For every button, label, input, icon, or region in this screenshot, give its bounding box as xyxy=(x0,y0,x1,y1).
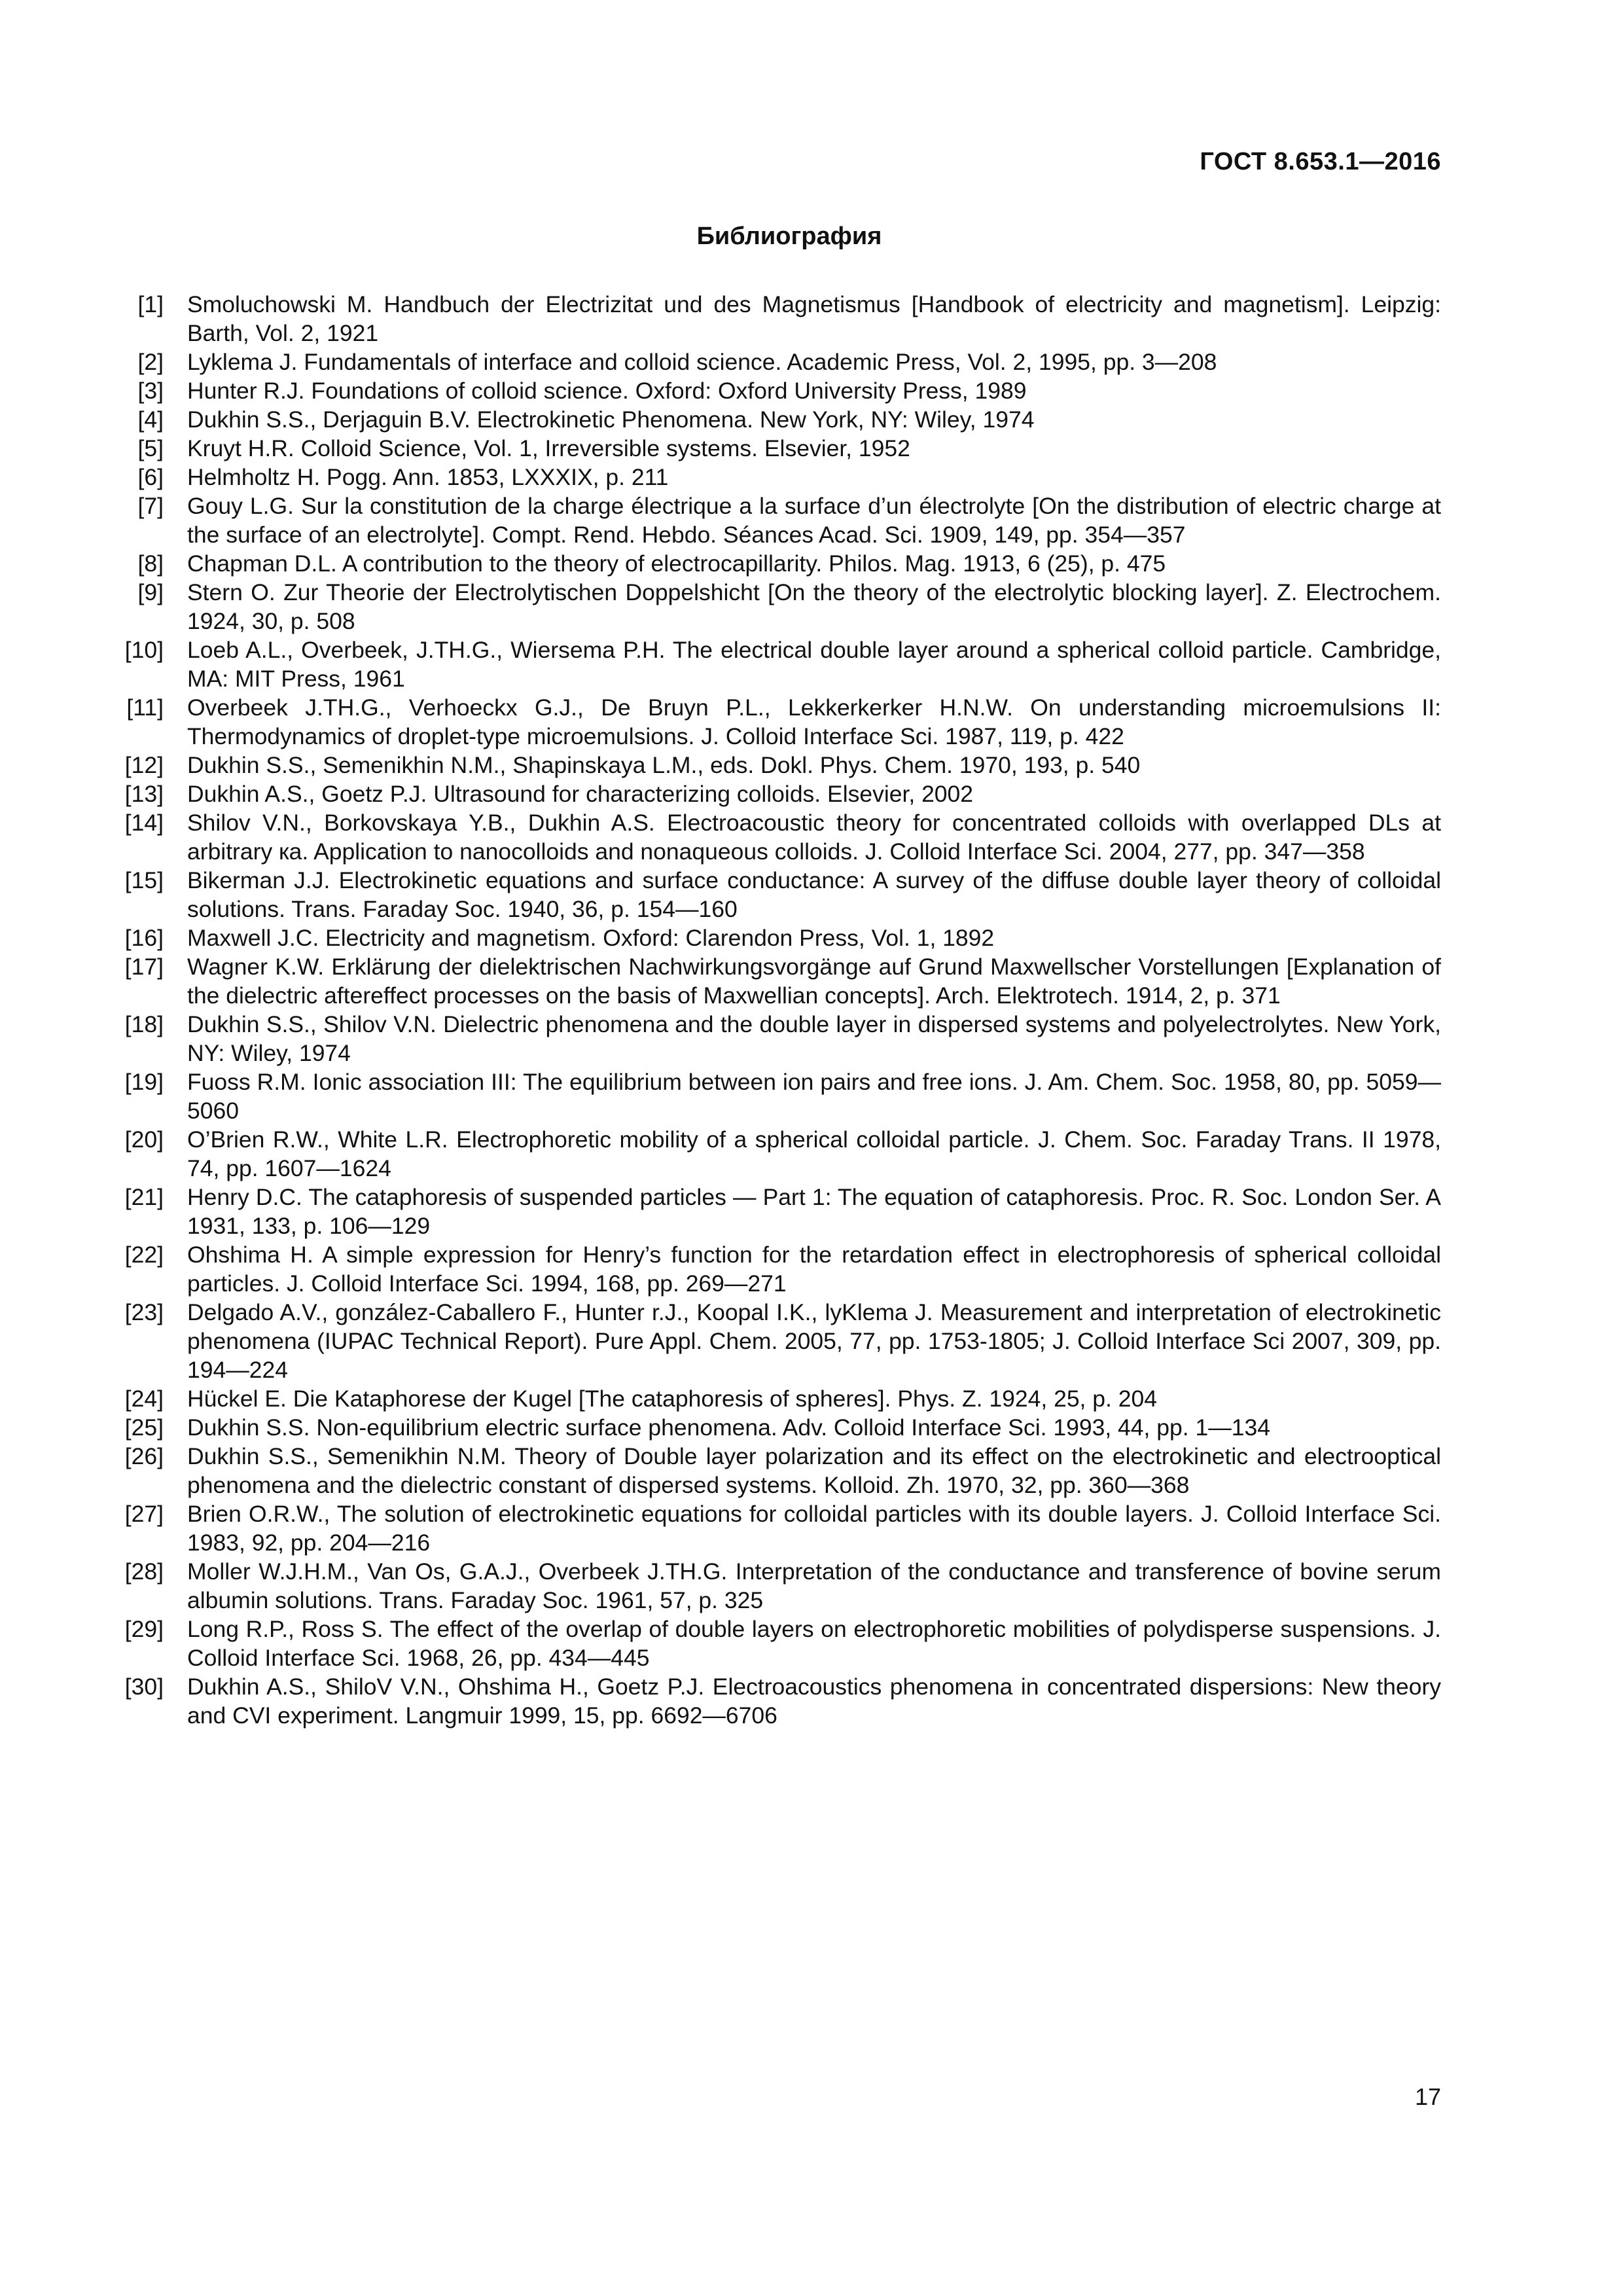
reference-number: [3] xyxy=(137,378,164,404)
reference-item xyxy=(110,463,1441,492)
reference-text: Maxwell J.C. Electricity and magnetism. Oxford: Clarendon Press, Vol. 1, 1892 xyxy=(187,925,995,951)
reference-item xyxy=(110,1413,1441,1442)
reference-number: [28] xyxy=(124,1558,164,1585)
reference-item xyxy=(110,751,1441,780)
reference-number: [25] xyxy=(124,1414,164,1441)
reference-text: Moller W.J.H.M., Van Os, G.A.J., Overbeek J.TH.G. Interpretation of the conductance and transference of bovine serum albumin solutions. Trans. Faraday Soc. 1961, 57, p. 325 xyxy=(187,1558,1441,1613)
reference-text: Stern O. Zur Theorie der Electrolytischen Doppelshicht [On the theory of the electrolytic blocking layer]. Z. Electrochem. 1924, 30, p. 508 xyxy=(187,579,1441,634)
bibliography-title: Библиография xyxy=(696,223,882,250)
reference-item xyxy=(110,1557,1441,1615)
reference-item xyxy=(110,549,1441,578)
reference-text: Dukhin S.S. Non-equilibrium electric surface phenomena. Adv. Colloid Interface Sci. 1993, 44, pp. 1—134 xyxy=(187,1414,1270,1441)
reference-number: [6] xyxy=(137,464,164,490)
reference-item xyxy=(110,636,1441,693)
reference-text: Delgado A.V., gonzález-Caballero F., Hunter r.J., Koopal I.K., lyKlema J. Measurement and interpretation of electrokinetic phenomena (IUPAC Technical Report). Pure Appl. Chem. 2005, 77, pp. 1753-1805; J. Colloid Interface Sci 2007, 309, pp. 194—224 xyxy=(187,1299,1441,1383)
reference-text: Hückel E. Die Kataphorese der Kugel [The cataphoresis of spheres]. Phys. Z. 1924, 25, p. 204 xyxy=(187,1386,1157,1412)
reference-number: [19] xyxy=(124,1069,164,1095)
reference-item xyxy=(110,1183,1441,1240)
reference-text: Shilov V.N., Borkovskaya Y.B., Dukhin A.S. Electroacoustic theory for concentrated colloids with overlapped DLs at arbitrary кa. Application to nanocolloids and nonaqueous colloids. J. Colloid Interface Sci. 2004, 277, pp. 347—358 xyxy=(187,810,1441,865)
reference-item xyxy=(110,1442,1441,1499)
reference-number: [17] xyxy=(124,954,164,980)
reference-text: Chapman D.L. A contribution to the theory of electrocapillarity. Philos. Mag. 1913, 6 (25), p. 475 xyxy=(187,550,1166,577)
reference-item xyxy=(110,434,1441,463)
reference-number: [5] xyxy=(137,435,164,461)
reference-text: Dukhin A.S., ShiloV V.N., Ohshima H., Goetz P.J. Electroacoustics phenomena in concentrated dispersions: New theory and CVI experiment. Langmuir 1999, 15, pp. 6692—6706 xyxy=(187,1674,1441,1729)
reference-number: [9] xyxy=(137,579,164,605)
reference-text: Smoluchowski M. Handbuch der Electrizitat und des Magnetismus [Handbook of electricity and magnetism]. Leipzig: Barth, Vol. 2, 1921 xyxy=(187,291,1441,346)
reference-item xyxy=(110,290,1441,348)
reference-number: [22] xyxy=(124,1242,164,1268)
reference-text: Kruyt H.R. Colloid Science, Vol. 1, Irreversible systems. Elsevier, 1952 xyxy=(187,435,910,461)
reference-text: Dukhin S.S., Derjaguin B.V. Electrokinetic Phenomena. New York, NY: Wiley, 1974 xyxy=(187,406,1035,433)
reference-item xyxy=(110,405,1441,434)
reference-list xyxy=(110,290,1441,1730)
reference-item xyxy=(110,780,1441,808)
document-code-header: ГОСТ 8.653.1—2016 xyxy=(1200,148,1441,175)
reference-text: Brien O.R.W., The solution of electrokinetic equations for colloidal particles with its double layers. J. Colloid Interface Sci. 1983, 92, pp. 204—216 xyxy=(187,1501,1441,1556)
reference-item xyxy=(110,578,1441,636)
reference-item xyxy=(110,1615,1441,1672)
reference-item xyxy=(110,1298,1441,1384)
reference-text: Wagner K.W. Erklärung der dielektrischen Nachwirkungsvorgänge auf Grund Maxwellscher Vorstellungen [Explanation of the dielectric aftereffect processes on the basis of Maxwellian concepts]. Arch. Elektrotech. 1914, 2, p. 371 xyxy=(187,954,1441,1009)
reference-text: Bikerman J.J. Electrokinetic equations and surface conductance: A survey of the diffuse double layer theory of colloidal solutions. Trans. Faraday Soc. 1940, 36, p. 154—160 xyxy=(187,867,1441,922)
reference-item xyxy=(110,1672,1441,1730)
reference-text: Lyklema J. Fundamentals of interface and colloid science. Academic Press, Vol. 2, 1995, pp. 3—208 xyxy=(187,349,1217,375)
reference-text: Gouy L.G. Sur la constitution de la charge électrique a la surface d’un électrolyte [On the distribution of electric charge at the surface of an electrolyte]. Compt. Rend. Hebdo. Séances Acad. Sci. 1909, 149, pp. 354—357 xyxy=(187,493,1441,548)
reference-item xyxy=(110,952,1441,1010)
reference-text: O’Brien R.W., White L.R. Electrophoretic mobility of a spherical colloidal particle. J. Chem. Soc. Faraday Trans. II 1978, 74, pp. 1607—1624 xyxy=(187,1126,1441,1181)
reference-text: Loeb A.L., Overbeek, J.TH.G., Wiersema P.H. The electrical double layer around a spherical colloid particle. Cambridge, MA: MIT Press, 1961 xyxy=(187,637,1441,692)
reference-number: [16] xyxy=(124,925,164,951)
reference-number: [11] xyxy=(126,694,164,721)
reference-item xyxy=(110,1499,1441,1557)
reference-item xyxy=(110,1125,1441,1183)
reference-number: [23] xyxy=(124,1299,164,1325)
reference-item xyxy=(110,808,1441,866)
reference-item xyxy=(110,866,1441,924)
reference-number: [27] xyxy=(124,1501,164,1527)
reference-item xyxy=(110,924,1441,952)
reference-number: [1] xyxy=(137,291,164,317)
reference-number: [20] xyxy=(124,1126,164,1153)
reference-text: Ohshima H. A simple expression for Henry’s function for the retardation effect in electrophoresis of spherical colloidal particles. J. Colloid Interface Sci. 1994, 168, pp. 269—271 xyxy=(187,1242,1441,1297)
reference-number: [10] xyxy=(124,637,164,663)
reference-text: Overbeek J.TH.G., Verhoeckx G.J., De Bruyn P.L., Lekkerkerker H.N.W. On understanding microemulsions II: Thermodynamics of droplet-type microemulsions. J. Colloid Interface Sci. 1987, 119, p. 422 xyxy=(187,694,1441,749)
reference-text: Dukhin S.S., Semenikhin N.M., Shapinskaya L.M., eds. Dokl. Phys. Chem. 1970, 193, p. 540 xyxy=(187,752,1141,778)
reference-text: Long R.P., Ross S. The effect of the overlap of double layers on electrophoretic mobilities of polydisperse suspensions. J. Colloid Interface Sci. 1968, 26, pp. 434—445 xyxy=(187,1616,1441,1671)
reference-text: Dukhin S.S., Semenikhin N.M. Theory of Double layer polarization and its effect on the electrokinetic and electrooptical phenomena and the dielectric constant of dispersed systems. Kolloid. Zh. 1970, 32, pp. 360—368 xyxy=(187,1443,1441,1498)
reference-item xyxy=(110,492,1441,549)
reference-item xyxy=(110,1067,1441,1125)
reference-number: [7] xyxy=(137,493,164,519)
reference-item xyxy=(110,1010,1441,1067)
reference-item xyxy=(110,693,1441,751)
reference-number: [24] xyxy=(124,1386,164,1412)
reference-number: [29] xyxy=(124,1616,164,1642)
reference-number: [30] xyxy=(124,1674,164,1700)
reference-item xyxy=(110,1384,1441,1413)
reference-text: Hunter R.J. Foundations of colloid science. Oxford: Oxford University Press, 1989 xyxy=(187,378,1027,404)
reference-item xyxy=(110,376,1441,405)
reference-item xyxy=(110,348,1441,376)
page-number: 17 xyxy=(1414,2083,1441,2110)
reference-text: Fuoss R.M. Ionic association III: The equilibrium between ion pairs and free ions. J. Am. Chem. Soc. 1958, 80, pp. 5059—5060 xyxy=(187,1069,1441,1124)
reference-number: [8] xyxy=(137,550,164,577)
reference-number: [15] xyxy=(124,867,164,893)
reference-text: Dukhin A.S., Goetz P.J. Ultrasound for characterizing colloids. Elsevier, 2002 xyxy=(187,781,974,807)
reference-text: Helmholtz H. Pogg. Ann. 1853, LXXXIX, p. 211 xyxy=(187,464,669,490)
reference-number: [26] xyxy=(124,1443,164,1469)
reference-number: [18] xyxy=(124,1011,164,1037)
reference-number: [14] xyxy=(124,810,164,836)
reference-text: Henry D.C. The cataphoresis of suspended particles — Part 1: The equation of cataphoresis. Proc. R. Soc. London Ser. A 1931, 133, p. 106—129 xyxy=(187,1184,1441,1239)
reference-item xyxy=(110,1240,1441,1298)
reference-number: [21] xyxy=(124,1184,164,1210)
reference-number: [13] xyxy=(124,781,164,807)
reference-text: Dukhin S.S., Shilov V.N. Dielectric phenomena and the double layer in dispersed systems and polyelectrolytes. New York, NY: Wiley, 1974 xyxy=(187,1011,1441,1066)
reference-number: [2] xyxy=(137,349,164,375)
reference-number: [12] xyxy=(124,752,164,778)
reference-number: [4] xyxy=(137,406,164,433)
